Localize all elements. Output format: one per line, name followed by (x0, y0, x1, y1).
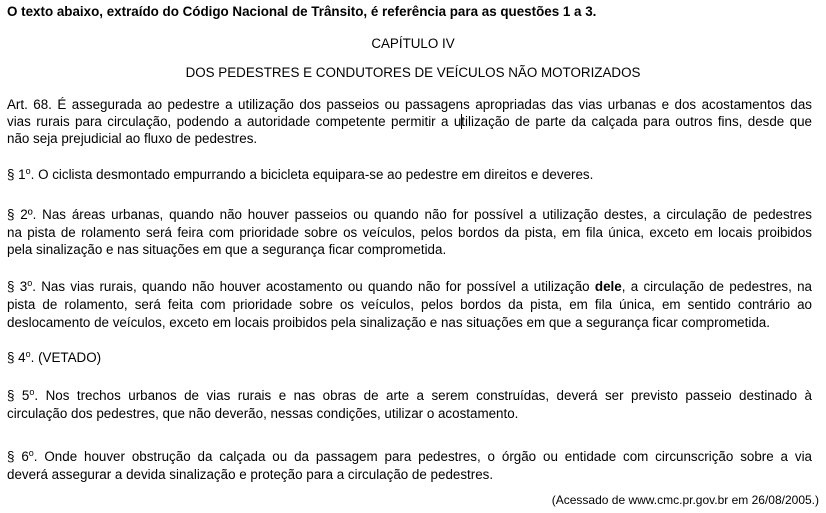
p3-line: deslocamento de veículos, exceto em locais proibidos pela sinalização e nas situações em que a segurança ficar comprometida. (7, 315, 770, 330)
paragraph-4 (7, 350, 812, 366)
mark: § 3 (7, 279, 28, 294)
text: . Nas vias rurais, quando não houver acostamento ou quando não for possível a utilização (32, 279, 595, 294)
p5-line (7, 388, 812, 404)
art68-line (7, 114, 812, 130)
text: vias rurais para circulação, podendo a autoridade competente permitir a u (7, 114, 462, 129)
text: tilização de parte da calçada para outros fins, desde que (461, 114, 812, 129)
text: . (VETADO) (30, 350, 102, 365)
art68-line: não seja prejudicial ao fluxo de pedestres. (7, 131, 258, 146)
p3-line (7, 279, 812, 295)
text: , a circulação de pedestres, na (621, 279, 812, 294)
text: . Onde houver obstrução da calçada ou da passagem para pedestres, o órgão ou entidade com circunscrição sobre a via (33, 449, 812, 464)
sup: o (25, 349, 31, 359)
chapter-label: CAPÍTULO IV (371, 36, 455, 51)
intro-heading: O texto abaixo, extraído do Código Nacional de Trânsito, é referência para as questões 1 a 3. (7, 4, 597, 19)
text: . Nos trechos urbanos de vias rurais e nas obras de arte a serem construídas, deverá ser previsto passeio destinado à (34, 388, 812, 403)
sup: o (27, 278, 33, 288)
mark: § 5 (7, 388, 30, 403)
text: . O ciclista desmontado empurrando a bicicleta equipara-se ao pedestre em direitos e deveres. (30, 167, 594, 182)
source-citation: (Acessado de www.cmc.pr.gov.br em 26/08/2005.) (551, 493, 819, 507)
p3-line: pista de rolamento, será feita com prioridade sobre os veículos, pelos bordos da pista, em fila única, em sentido contrário ao (7, 297, 812, 312)
art68-line: Art. 68. É assegurada ao pedestre a utilização dos passeios ou passagens apropriadas das vias urbanas e dos acostamentos das (7, 97, 812, 112)
p2-line: na pista de rolamento será feira com prioridade sobre os veículos, pelos bordos da pista, em fila única, exceto em locais proibidos (7, 225, 812, 240)
mark: § 6 (7, 449, 29, 464)
mark: § 1 (7, 167, 26, 182)
paragraph-1 (7, 167, 812, 183)
sup: o (25, 166, 31, 176)
mark: § 4 (7, 350, 26, 365)
p2-line: § 2º. Nas áreas urbanas, quando não houver passeios ou quando não for possível a utilização destes, a circulação de pedestres (7, 207, 812, 222)
chapter-title: DOS PEDESTRES E CONDUTORES DE VEÍCULOS NÃO MOTORIZADOS (185, 65, 641, 80)
p6-line: deverá assegurar a devida sinalização e proteção para a circulação de pedestres. (7, 467, 494, 482)
p2-line: pela sinalização e nas situações em que a segurança ficar comprometida. (7, 242, 447, 257)
p6-line (7, 449, 812, 465)
p5-line: circulação dos pedestres, que não deverão, nessas condições, utilizar o acostamento. (7, 406, 519, 421)
sup: o (29, 387, 35, 397)
sup: o (28, 448, 34, 458)
bold-text: dele (594, 279, 622, 294)
